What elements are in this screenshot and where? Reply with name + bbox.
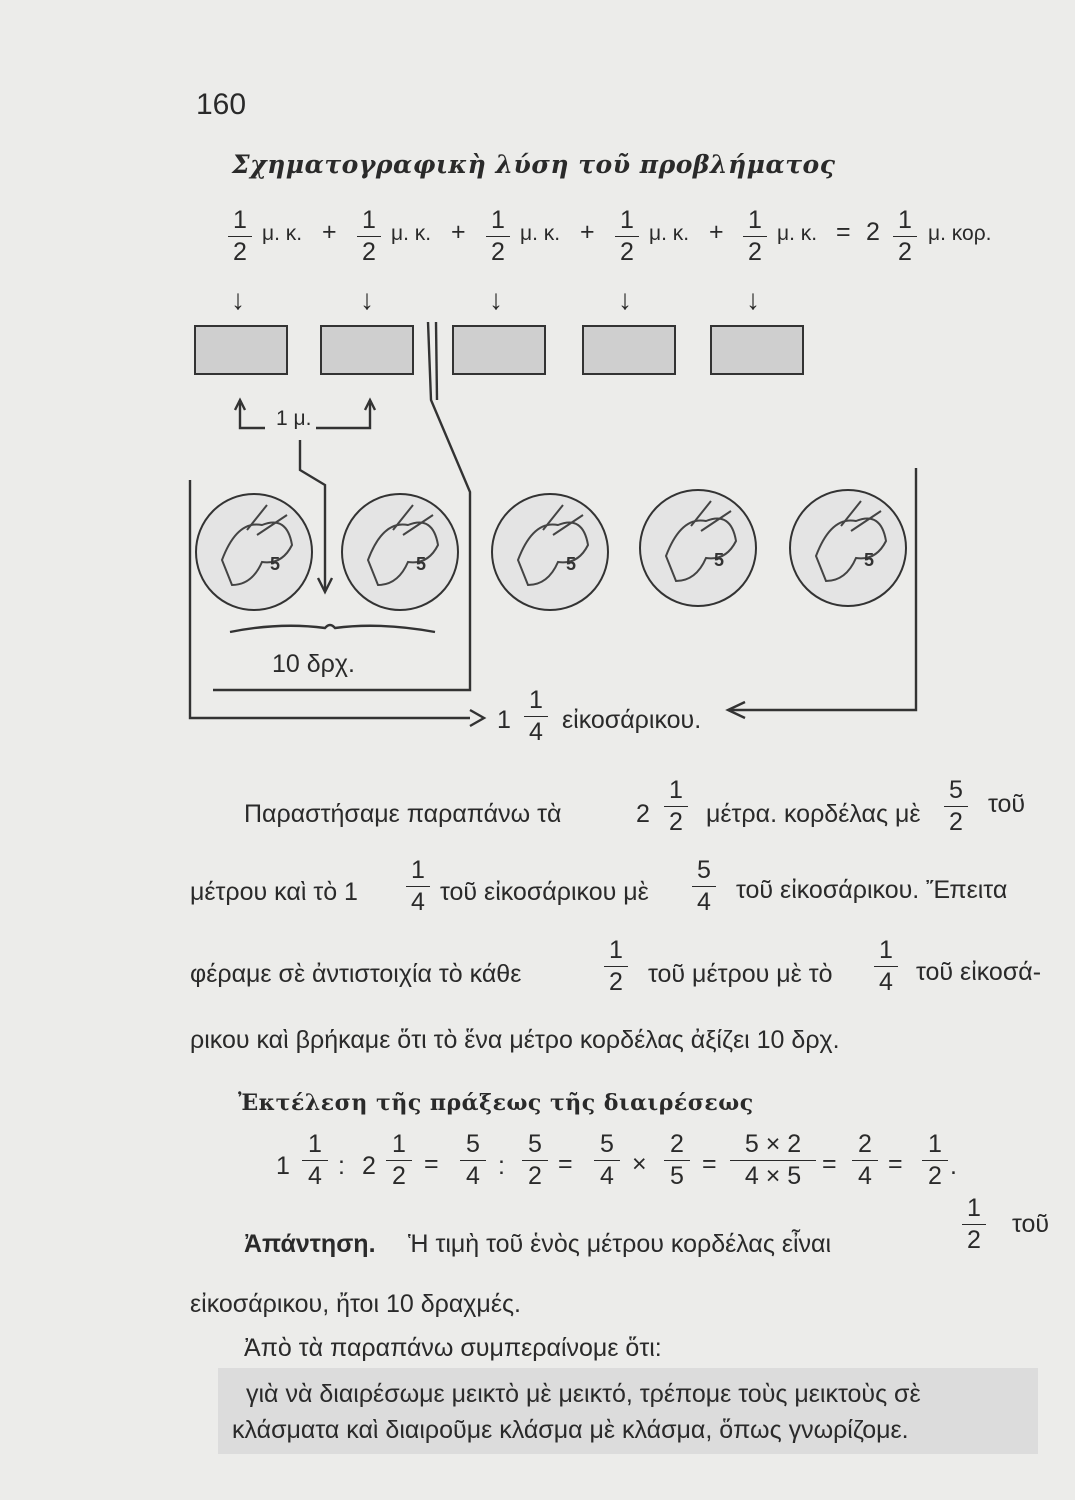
denominator: 2 [748,238,762,266]
divide-sign: : [498,1152,505,1180]
fraction [522,1132,548,1189]
numerator: 5 [528,1130,542,1158]
equals-sign: = [836,218,851,246]
plus-sign: + [451,218,466,246]
unit-label: μ. κ. [520,222,561,245]
coin-value-label: 5 [270,554,281,574]
numerator: 5 [466,1130,480,1158]
equals-sign: = [822,1150,837,1178]
text-line: μέτρου καὶ τὸ 1 [190,878,358,906]
denominator: 4 [600,1162,614,1190]
mixed-whole: 2 [636,800,650,828]
down-arrow-icon: ↓ [360,284,374,315]
answer-text: Ἡ τιμὴ τοῦ ἑνὸς μέτρου κορδέλας εἶναι [408,1230,832,1258]
fraction [302,1132,328,1189]
denominator: 2 [362,238,376,266]
conclusion-intro: Ἀπὸ τὰ παραπάνω συμπεραίνομε ὅτι: [244,1334,662,1362]
numerator: 1 [748,206,762,234]
text-line: τοῦ εἰκοσάρικου μὲ [440,878,649,906]
fraction [594,1132,620,1189]
fraction [874,938,898,995]
denominator: 2 [669,808,683,836]
plus-sign: + [322,218,337,246]
fraction [730,1132,816,1189]
conclusion-rule-line: κλάσματα καὶ διαιροῦμε κλάσμα μὲ κλάσμα, ὅπως γνωρίζομε. [232,1416,909,1444]
numerator: 2 [858,1130,872,1158]
text-line: μέτρα. κορδέλας μὲ [706,800,921,828]
denominator: 5 [670,1162,684,1190]
denominator: 4 [466,1162,480,1190]
unit-label: μ. κορ. [928,222,992,245]
text-line: τοῦ εἰκοσά- [916,958,1042,986]
five-drachma-coin-icon [192,490,316,614]
text-line: ρικου καὶ βρήκαμε ὅτι τὸ ἕνα μέτρο κορδέλας ἀξίζει 10 δρχ. [190,1026,840,1054]
denominator: 2 [949,808,963,836]
numerator: 1 [491,206,505,234]
numerator: 1 [967,1194,981,1222]
page-number: 160 [196,88,247,121]
period: . [950,1152,957,1180]
coin-value-label: 5 [864,550,875,570]
denominator: 4 [529,718,543,746]
result-unit-label: εἰκοσάρικου. [562,706,702,734]
numerator: 1 [233,206,247,234]
down-arrow-icon: ↓ [746,284,760,315]
numerator: 5 × 2 [744,1130,802,1158]
numerator: 1 [898,206,912,234]
denominator: 2 [928,1162,942,1190]
text-line: τοῦ μέτρου μὲ τὸ [648,960,833,988]
fraction [524,688,548,745]
numerator: 1 [609,936,623,964]
down-arrow-icon: ↓ [618,284,632,315]
denominator: 2 [528,1162,542,1190]
denominator: 2 [609,968,623,996]
denominator: 2 [392,1162,406,1190]
conclusion-rule-line: γιὰ νὰ διαιρέσωμε μεικτὸ μὲ μεικτό, τρέπομε τοὺς μεικτοὺς σὲ [246,1380,921,1408]
numerator: 1 [392,1130,406,1158]
text-line: Παραστήσαμε παραπάνω τὰ [244,800,562,828]
unit-label: μ. κ. [391,222,432,245]
numerator: 1 [879,936,893,964]
coins-sum-label: 10 δρχ. [272,650,355,678]
numerator: 5 [600,1130,614,1158]
fraction [604,938,628,995]
answer-text: τοῦ [1012,1210,1050,1238]
fraction [962,1196,986,1253]
numerator: 1 [308,1130,322,1158]
numerator: 5 [697,856,711,884]
denominator: 4 [697,888,711,916]
fraction [944,778,968,835]
equals-sign: = [702,1150,717,1178]
fraction [852,1132,878,1189]
five-drachma-coin-icon [786,486,910,610]
section-title: Σχηματογραφικὴ λύση τοῦ προβλήματος [232,150,836,179]
numerator: 1 [362,206,376,234]
equals-sign: = [558,1150,573,1178]
result-whole: 1 [497,706,511,734]
divide-sign: : [338,1152,345,1180]
numerator: 5 [949,776,963,804]
denominator: 2 [620,238,634,266]
five-drachma-coin-icon [338,490,462,614]
five-drachma-coin-icon [636,486,760,610]
coin-value-label: 5 [566,554,577,574]
result-whole: 2 [866,218,880,246]
text-line: τοῦ [988,790,1026,818]
denominator: 4 × 5 [744,1162,802,1190]
plus-sign: + [580,218,595,246]
down-arrow-icon: ↓ [489,284,503,315]
fraction [460,1132,486,1189]
denominator: 4 [858,1162,872,1190]
mixed-whole: 2 [362,1152,376,1180]
unit-label: μ. κ. [262,222,303,245]
denominator: 4 [308,1162,322,1190]
numerator: 1 [529,686,543,714]
five-drachma-coin-icon [488,490,612,614]
plus-sign: + [709,218,724,246]
execution-heading: Ἐκτέλεση τῆς πράξεως τῆς διαιρέσεως [238,1090,754,1116]
denominator: 4 [879,968,893,996]
coin-value-label: 5 [714,550,725,570]
one-meter-label: 1 μ. [276,407,312,430]
numerator: 1 [928,1130,942,1158]
numerator: 2 [670,1130,684,1158]
fraction [922,1132,948,1189]
fraction [664,778,688,835]
denominator: 2 [233,238,247,266]
numerator: 1 [620,206,634,234]
text-line: τοῦ εἰκοσάρικου. Ἔπειτα [736,876,1008,904]
fraction [692,858,716,915]
down-arrow-icon: ↓ [231,284,245,315]
numerator: 1 [669,776,683,804]
coin-value-label: 5 [416,554,427,574]
numerator: 1 [411,856,425,884]
unit-label: μ. κ. [777,222,818,245]
fraction [664,1132,690,1189]
unit-label: μ. κ. [649,222,690,245]
fraction [406,858,430,915]
times-sign: × [632,1150,647,1178]
denominator: 2 [491,238,505,266]
equals-sign: = [424,1150,439,1178]
denominator: 2 [898,238,912,266]
answer-text: εἰκοσάρικου, ἤτοι 10 δραχμές. [190,1290,521,1318]
text-line: φέραμε σὲ ἀντιστοιχία τὸ κάθε [190,960,522,988]
fraction [386,1132,412,1189]
answer-label: Ἀπάντηση. [244,1230,376,1258]
denominator: 4 [411,888,425,916]
denominator: 2 [967,1226,981,1254]
equals-sign: = [888,1150,903,1178]
mixed-whole: 1 [276,1152,290,1180]
